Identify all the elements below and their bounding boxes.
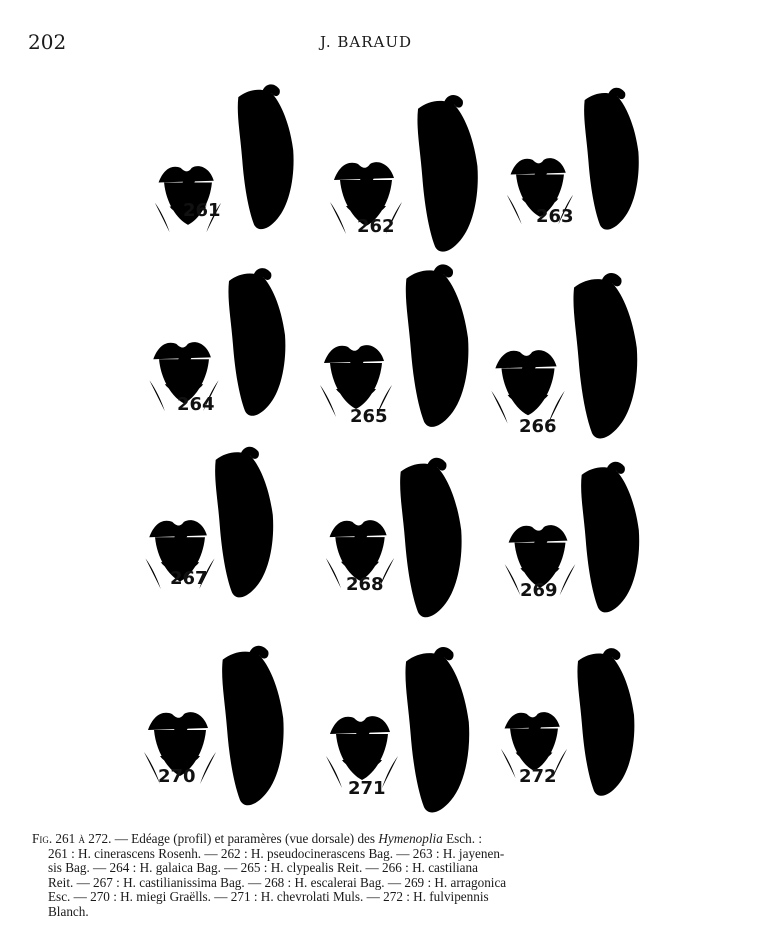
figure-264-aedeagus-drawing: [228, 268, 285, 416]
figure-269-label: 269: [520, 580, 558, 601]
figure-267-aedeagus-drawing: [215, 447, 273, 598]
figure-271: [326, 647, 469, 812]
running-head: J. BARAUD: [320, 33, 413, 51]
figure-261: [155, 84, 294, 232]
figure-264-label: 264: [177, 394, 215, 415]
caption-line-6: Blanch.: [48, 903, 89, 919]
figure-caption: [32, 832, 744, 920]
caption-line-4: Reit. — 267 : H. castilianissima Bag. — 268 : H. escalerai Bag. — 269 : H. arragonica: [48, 874, 507, 890]
caption-line-1: [32, 832, 744, 847]
figure-270: [144, 646, 284, 806]
caption-genus: Hymenoplia: [378, 831, 443, 846]
figure-272-label: 272: [519, 766, 557, 787]
figure-267-label: 267: [170, 568, 208, 589]
figure-270-label: 270: [158, 766, 196, 787]
caption-line-3: sis Bag. — 264 : H. galaica Bag. — 265 : H. clypealis Reit. — 266 : H. castiliana: [48, 860, 478, 876]
figure-266-aedeagus-drawing: [573, 273, 637, 438]
caption-line-2: 261 : H. cinerascens Rosenh. — 262 : H. pseudocinerascens Bag. — 263 : H. jayenen-: [48, 845, 505, 861]
figure-269: [505, 462, 639, 613]
figure-263: [507, 88, 639, 230]
figure-262-label: 262: [357, 216, 395, 237]
figure-263-aedeagus-drawing: [584, 88, 639, 230]
caption-intro-text: — Edéage (profil) et paramères (vue dorsale) des: [111, 831, 379, 846]
figure-272: [501, 648, 634, 796]
figure-262: [330, 95, 478, 252]
figure-264: [149, 268, 285, 416]
figure-268-label: 268: [346, 574, 384, 595]
figure-269-aedeagus-drawing: [581, 462, 639, 613]
figure-266-paramere-drawing: [491, 350, 564, 423]
caption-figure-head: Fig. 261 à 272.: [32, 831, 112, 846]
figure-262-aedeagus-drawing: [417, 95, 477, 252]
caption-author: Esch. :: [442, 831, 482, 846]
figure-272-aedeagus-drawing: [577, 648, 634, 796]
figure-267: [145, 447, 273, 598]
figure-266: [491, 273, 637, 438]
figure-271-label: 271: [348, 778, 386, 799]
figure-263-label: 263: [536, 206, 574, 227]
figure-268-aedeagus-drawing: [400, 458, 461, 618]
caption-line-5: Esc. — 270 : H. miegi Graëlls. — 271 : H. chevrolati Muls. — 272 : H. fulvipennis: [48, 889, 489, 905]
figure-271-aedeagus-drawing: [405, 647, 469, 812]
figure-265: [320, 264, 468, 427]
figure-265-label: 265: [350, 406, 388, 427]
figure-265-aedeagus-drawing: [406, 264, 469, 427]
page-number: 202: [28, 30, 67, 54]
figure-261-aedeagus-drawing: [238, 84, 294, 229]
figure-270-aedeagus-drawing: [222, 646, 283, 806]
figure-266-label: 266: [519, 416, 557, 437]
figure-268: [326, 458, 462, 618]
figure-261-label: 261: [183, 200, 221, 221]
